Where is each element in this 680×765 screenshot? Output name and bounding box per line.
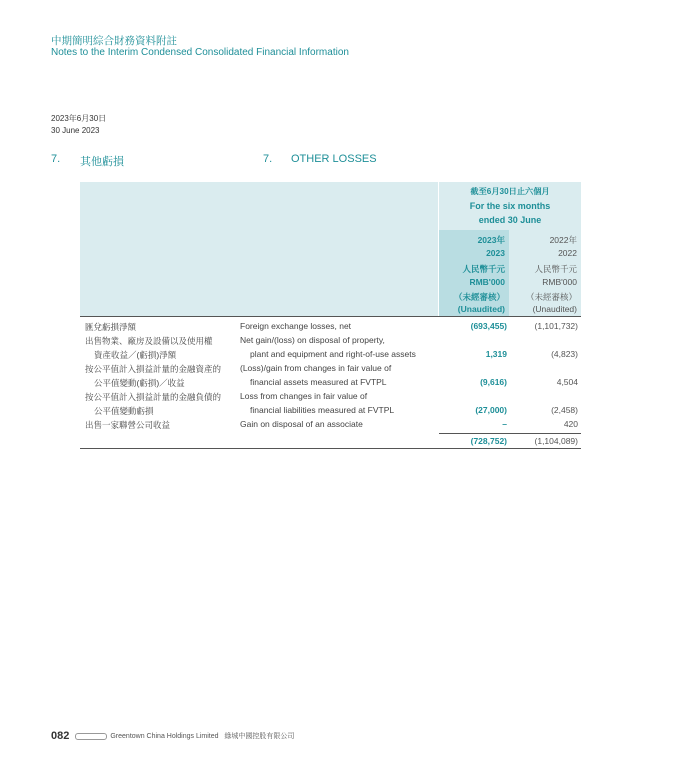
- report-date: [51, 113, 106, 137]
- col-2023-year-zh: 2023年: [477, 235, 505, 245]
- row-2-label-en-cont: plant and equipment and right-of-use assets: [250, 349, 416, 359]
- row-5-label-en: Gain on disposal of an associate: [240, 419, 363, 429]
- col-2022-unit-zh: 人民幣千元: [534, 264, 577, 274]
- header-title-zh: 中期簡明綜合財務資料附註: [51, 35, 177, 47]
- row-3-label-en-cont: financial assets measured at FVTPL: [250, 377, 387, 387]
- row-3-value-2023: (9,616): [480, 377, 507, 387]
- col-2023-year: 2023: [486, 248, 505, 258]
- company-name-zh: 綠城中國控股有限公司: [224, 732, 295, 740]
- row-1-label-en: Foreign exchange losses, net: [240, 321, 352, 331]
- section-title-zh: 其他虧損: [80, 156, 124, 168]
- row-2-label-zh: 出售物業、廠房及設備以及使用權: [85, 336, 213, 346]
- row-5-value-2023: –: [502, 419, 507, 429]
- other-losses-table: [80, 182, 581, 448]
- company-name-en: Greentown China Holdings Limited: [110, 732, 219, 740]
- row-2-value-2022: (4,823): [551, 349, 578, 359]
- page-number: 082: [51, 730, 70, 742]
- row-4-value-2022: (2,458): [551, 405, 578, 415]
- report-date-zh: 2023年6月30日: [51, 114, 107, 123]
- total-value-2023: (728,752): [470, 436, 507, 446]
- col-2023-unit-zh: 人民幣千元: [462, 264, 505, 274]
- header-title-en: Notes to the Interim Condensed Consolidated Financial Information: [51, 47, 349, 58]
- row-4-value-2023: (27,000): [475, 405, 507, 415]
- section-title-en: OTHER LOSSES: [291, 153, 377, 165]
- row-4-label-zh: 按公平值計入損益計量的金融負債的: [85, 392, 222, 402]
- row-2-label-en: Net gain/(loss) on disposal of property,: [240, 335, 385, 345]
- period-header-en-line2: ended 30 June: [478, 215, 542, 225]
- column-header-2023: [439, 230, 509, 316]
- page-footer: [51, 730, 294, 742]
- row-4-label-zh-cont: 公平值變動虧損: [94, 406, 154, 416]
- row-2-value-2023: 1,319: [485, 349, 507, 359]
- col-2022-unit: RMB'000: [542, 277, 577, 287]
- row-1-value-2023: (693,455): [470, 321, 507, 331]
- period-header-en-line1: For the six months: [469, 201, 551, 211]
- row-4-label-en: Loss from changes in fair value of: [240, 391, 368, 401]
- col-2022-year: 2022: [558, 248, 577, 258]
- row-1-label-zh: 匯兌虧損淨額: [85, 322, 137, 332]
- col-2022-audit-zh: （未經審核）: [525, 292, 577, 302]
- table-body: [80, 317, 581, 448]
- col-2022-audit: (Unaudited): [532, 304, 577, 314]
- col-2023-audit: (Unaudited): [457, 304, 505, 314]
- section-number-en: 7.: [263, 153, 273, 165]
- col-2023-unit: RMB'000: [469, 277, 505, 287]
- column-header-2022: [510, 230, 581, 316]
- row-3-label-en: (Loss)/gain from changes in fair value of: [240, 363, 392, 373]
- footer-bar-icon: [75, 733, 107, 740]
- report-date-en: 30 June 2023: [51, 126, 100, 135]
- row-2-label-zh-cont: 資產收益／(虧損)淨額: [94, 350, 177, 360]
- section-number-zh: 7.: [51, 153, 61, 165]
- total-value-2022: (1,104,089): [534, 436, 578, 446]
- total-rule-top: [439, 433, 581, 434]
- row-4-label-en-cont: financial liabilities measured at FVTPL: [250, 405, 395, 415]
- row-3-label-zh: 按公平值計入損益計量的金融資產的: [85, 364, 222, 374]
- col-2022-year-zh: 2022年: [549, 235, 577, 245]
- col-2023-audit-zh: （未經審核）: [453, 292, 505, 302]
- row-3-value-2022: 4,504: [556, 377, 578, 387]
- row-1-value-2022: (1,101,732): [534, 321, 578, 331]
- period-header-zh: 截至6月30日止六個月: [470, 187, 550, 196]
- table-header: [80, 182, 581, 316]
- row-3-label-zh-cont: 公平值變動(虧損)／收益: [94, 378, 185, 388]
- row-5-label-zh: 出售一家聯營公司收益: [85, 420, 171, 430]
- total-rule-bottom: [80, 448, 581, 449]
- row-5-value-2022: 420: [563, 419, 578, 429]
